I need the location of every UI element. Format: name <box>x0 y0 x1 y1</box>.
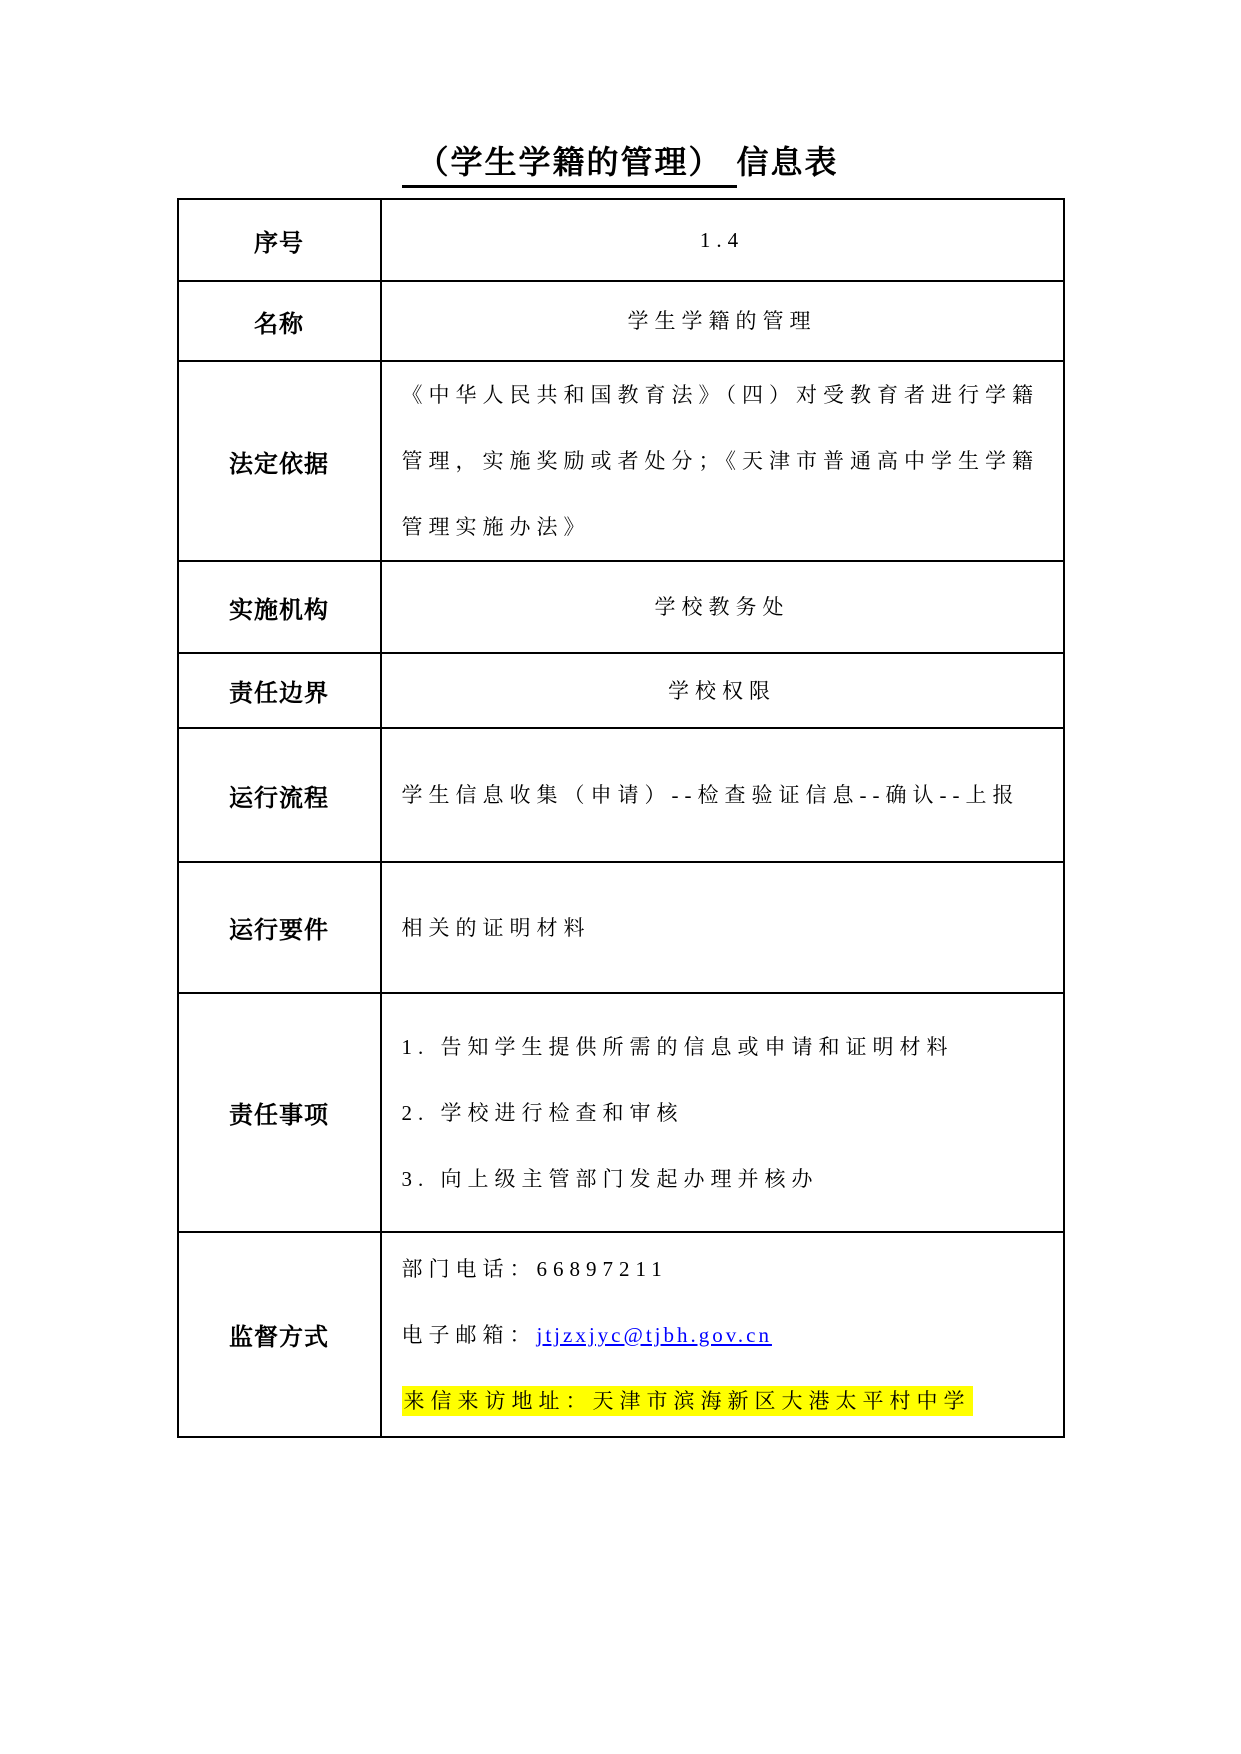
responsibility-item-2: 2. 学校进行检查和审核 <box>401 1100 684 1125</box>
supervision-address-line <box>402 1368 1047 1434</box>
table-row-supervision <box>178 1232 1064 1437</box>
table-row-name <box>178 281 1064 361</box>
responsibility-item-3: 3. 向上级主管部门发起办理并核办 <box>401 1166 819 1191</box>
title-suffix: 信息表 <box>736 144 839 180</box>
table-row-operation-requirements <box>178 862 1064 993</box>
cell-operation-requirements-value: 相关的证明材料 <box>381 862 1064 993</box>
cell-legal-basis-value: 《中华人民共和国教育法》（四）对受教育者进行学籍管理，实施奖励或者处分；《天津市普通高中学生学籍管理实施办法》 <box>381 361 1064 561</box>
supervision-email-label: 电子邮箱： <box>401 1322 537 1347</box>
supervision-email-line <box>402 1302 1047 1368</box>
cell-implementing-agency-value: 学校教务处 <box>381 561 1064 653</box>
responsibility-item-1: 1. 告知学生提供所需的信息或申请和证明材料 <box>401 1034 954 1059</box>
title-underlined-part: （学生学籍的管理） <box>402 144 736 188</box>
table-row-responsibility-boundary <box>178 653 1064 728</box>
table-row-implementing-agency <box>178 561 1064 653</box>
row-label-name: 名称 <box>178 281 381 361</box>
row-label-legal-basis: 法定依据 <box>178 361 381 561</box>
cell-serial-value: 1.4 <box>381 199 1064 281</box>
info-table <box>177 198 1065 1438</box>
row-label-responsibility-boundary: 责任边界 <box>178 653 381 728</box>
row-label-operation-requirements: 运行要件 <box>178 862 381 993</box>
row-label-operation-process: 运行流程 <box>178 728 381 862</box>
email-link[interactable]: jtjzxjyc@tjbh.gov.cn <box>536 1322 772 1347</box>
row-label-supervision: 监督方式 <box>178 1232 381 1437</box>
row-label-responsibility-items: 责任事项 <box>178 993 381 1232</box>
cell-supervision <box>381 1232 1064 1437</box>
table-row-serial <box>178 199 1064 281</box>
cell-responsibility-items <box>381 993 1064 1232</box>
table-row-responsibility-items <box>178 993 1064 1232</box>
cell-responsibility-boundary-value: 学校权限 <box>381 653 1064 728</box>
address-highlight: 来信来访地址：天津市滨海新区大港太平村中学 <box>402 1386 973 1416</box>
row-label-implementing-agency: 实施机构 <box>178 561 381 653</box>
page-title <box>0 142 1241 182</box>
row-label-serial: 序号 <box>178 199 381 281</box>
supervision-phone-line: 部门电话：66897211 <box>401 1256 668 1281</box>
cell-name-value: 学生学籍的管理 <box>381 281 1064 361</box>
table-row-legal-basis <box>178 361 1064 561</box>
cell-operation-process-value: 学生信息收集（申请）--检查验证信息--确认--上报 <box>381 728 1064 862</box>
table-row-operation-process <box>178 728 1064 862</box>
